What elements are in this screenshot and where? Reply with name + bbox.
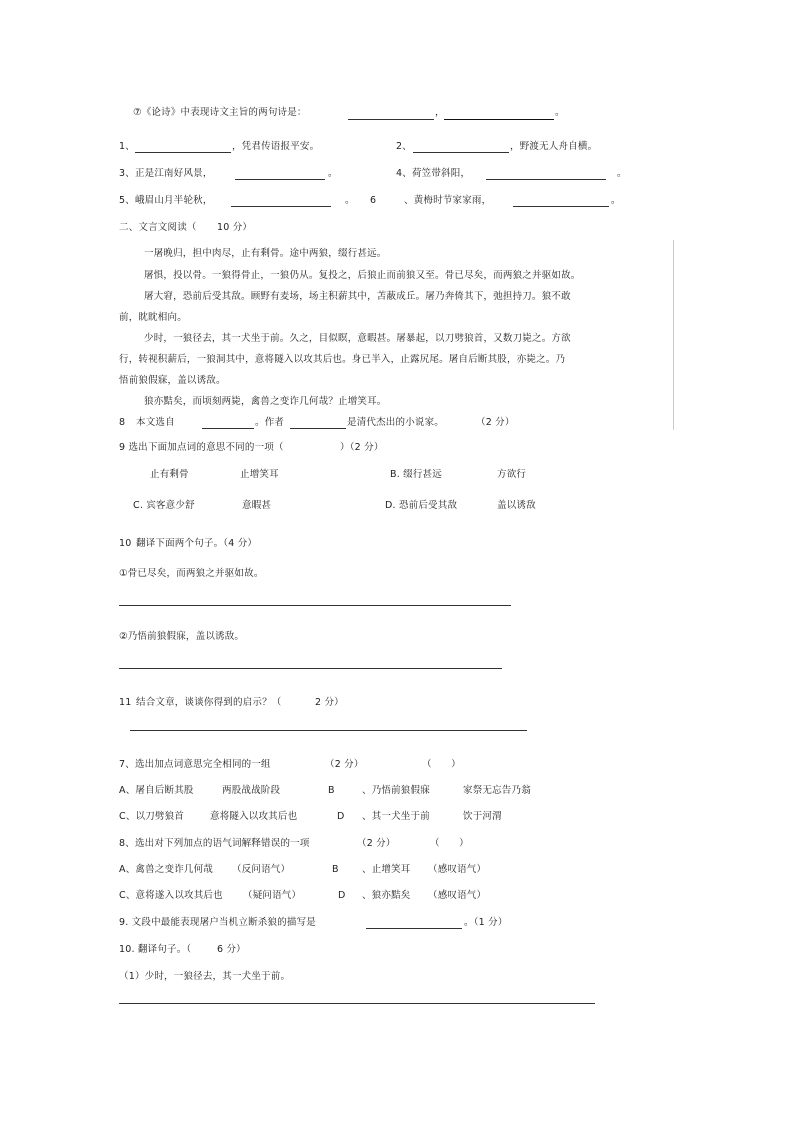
b7-option: B	[328, 785, 335, 796]
b7-option: D	[337, 811, 345, 822]
section2-score: 10 分）	[217, 222, 253, 233]
q8-part-b: 。作者	[255, 417, 285, 428]
b9-end: 。（1 分）	[464, 917, 508, 928]
answer-line[interactable]	[235, 179, 325, 180]
b7-option: C、以刀劈狼首	[119, 811, 185, 822]
fill-5-end: 。	[345, 195, 355, 206]
answer-line[interactable]	[444, 119, 554, 120]
q9-stem: 9 选出下面加点词的意思不同的一项（	[119, 442, 284, 453]
q9-option-b2: 方欲行	[497, 469, 527, 480]
passage-line: 行，转视积薪后，一狼洞其中，意将隧入以攻其后也。身已半入，止露尻尾。屠自后断其股，亦毙之。乃	[119, 354, 566, 365]
q9-option-d2: 盖以诱敌	[497, 500, 536, 511]
fill-4-end: 。	[617, 168, 627, 179]
q9-option-c2: 意暇甚	[242, 500, 272, 511]
b10-sentence-1: （1）少时，一狼径去，其一犬坐于前。	[119, 971, 291, 982]
b8-option: A、禽兽之变诈几何哉	[119, 864, 213, 875]
b8-option: 、止增笑耳	[362, 864, 411, 875]
passage-line: 屠大窘，恐前后受其敌。顾野有麦场，场主积薪其中，苫蔽成丘。屠乃奔倚其下，弛担持刀。狼不敢	[144, 291, 571, 302]
q10-sentence-2: ②乃悟前狼假寐，盖以诱敌。	[119, 631, 245, 642]
q11-score: 2 分）	[315, 697, 344, 708]
fill-2-num: 2、	[396, 141, 412, 152]
b8-option: （感叹语气）	[428, 890, 487, 901]
b10-score: 6 分）	[217, 944, 246, 955]
q10-num: 10	[119, 538, 132, 549]
section2-title: 二、文言文阅读（	[119, 222, 197, 233]
fill-1-num: 1、	[119, 141, 135, 152]
passage-line: 悟前狼假寐，盖以诱敌。	[119, 375, 226, 386]
fill-6-num: 6	[370, 195, 377, 206]
b8-option: （疑问语气）	[243, 890, 302, 901]
passage-line: 屠惧，投以骨。一狼得骨止，一狼仍从。复投之，后狼止而前狼又至。骨已尽矣，而两狼之并驱如故。	[144, 270, 581, 281]
q8-num: 8	[119, 417, 126, 428]
q7-comma: ，	[435, 107, 445, 118]
q7-stem: ⑦《论诗》中表现诗文主旨的两句诗是：	[133, 107, 307, 118]
answer-line[interactable]	[119, 605, 511, 606]
answer-line[interactable]	[486, 179, 606, 180]
q7-period: 。	[555, 107, 565, 118]
q11-num: 11	[119, 697, 132, 708]
passage-line: 狼亦黠矣，而顷刻两毙，禽兽之变诈几何哉？止增笑耳。	[144, 396, 387, 407]
fill-3-text: 3、正是江南好风景，	[119, 168, 213, 179]
b8-score: （2 分）	[357, 838, 396, 849]
b7-score: （2 分）	[325, 759, 364, 770]
q9-score: ）（2 分）	[340, 442, 384, 453]
b8-paren: （ ）	[430, 838, 469, 849]
passage-line: 一屠晚归，担中肉尽，止有剩骨。途中两狼，缀行甚远。	[144, 248, 387, 259]
b8-option: （反问语气）	[232, 864, 291, 875]
q9-option-a1: 止有剩骨	[150, 469, 189, 480]
b8-option: 、狼亦黠矣	[362, 890, 411, 901]
q8-part-a: 本文选自	[136, 417, 175, 428]
passage-line: 少时，一狼径去，其一犬坐于前。久之，目似瞑，意暇甚。屠暴起，以刀劈狼首，又数刀毙之。方欲	[144, 333, 571, 344]
b8-option: D	[338, 890, 346, 901]
answer-line[interactable]	[413, 152, 509, 153]
answer-line[interactable]	[202, 428, 254, 429]
b9-stem: 9. 文段中最能表现屠户当机立断杀狼的描写是	[119, 917, 316, 928]
answer-line[interactable]	[348, 119, 434, 120]
q8-score: （2 分）	[476, 417, 515, 428]
passage-border	[673, 240, 674, 430]
q9-option-d1: D. 恐前后受其敌	[385, 500, 458, 511]
answer-line[interactable]	[135, 152, 231, 153]
q8-part-c: 是清代杰出的小说家。	[347, 417, 445, 428]
b8-stem: 8、选出对下列加点的语气词解释错误的一项	[119, 838, 310, 849]
fill-1-text: ，凭君传语报平安。	[232, 141, 320, 152]
q10-stem: 翻译下面两个句子。（4 分）	[136, 538, 258, 549]
q9-option-a2: 止增笑耳	[240, 469, 279, 480]
fill-3-end: 。	[328, 168, 338, 179]
fill-6-text: 、黄梅时节家家雨，	[404, 195, 492, 206]
fill-6-end: 。	[611, 195, 621, 206]
answer-line[interactable]	[290, 428, 346, 429]
q9-option-b1: B. 缀行甚远	[390, 469, 442, 480]
b7-option: A、屠自后断其股	[119, 785, 194, 796]
fill-2-text: ，野渡无人舟自横。	[510, 141, 598, 152]
q11-stem: 结合文章，谈谈你得到的启示？（	[136, 697, 282, 708]
answer-line[interactable]	[366, 928, 462, 929]
b7-option: 意将隧入以攻其后也	[210, 811, 298, 822]
fill-5-text: 5、峨眉山月半轮秋，	[119, 195, 213, 206]
b7-stem: 7、选出加点词意思完全相同的一组	[119, 759, 271, 770]
answer-line[interactable]	[130, 730, 527, 731]
passage-line: 前，眈眈相向。	[119, 312, 187, 323]
answer-line[interactable]	[119, 1003, 595, 1004]
b8-option: （感叹语气）	[428, 864, 487, 875]
b10-stem: 10. 翻译句子。（	[119, 944, 192, 955]
q10-sentence-1: ①骨已尽矣，而两狼之并驱如故。	[119, 568, 264, 579]
b7-option: 家祭无忘告乃翁	[463, 785, 531, 796]
b8-option: C、意将遂入以攻其后也	[119, 890, 223, 901]
answer-line[interactable]	[231, 206, 331, 207]
answer-line[interactable]	[119, 668, 502, 669]
answer-line[interactable]	[513, 206, 609, 207]
fill-4-text: 4、荷笠带斜阳，	[396, 168, 471, 179]
b7-option: 两股战战阶段	[222, 785, 281, 796]
q9-option-c1: C. 宾客意少舒	[133, 500, 195, 511]
b7-option: 、其一犬坐于前	[362, 811, 430, 822]
b8-option: B	[332, 864, 339, 875]
b7-paren: （ ）	[422, 759, 461, 770]
b7-option: 、乃悟前狼假寐	[362, 785, 430, 796]
b7-option: 饮于河渭	[463, 811, 502, 822]
